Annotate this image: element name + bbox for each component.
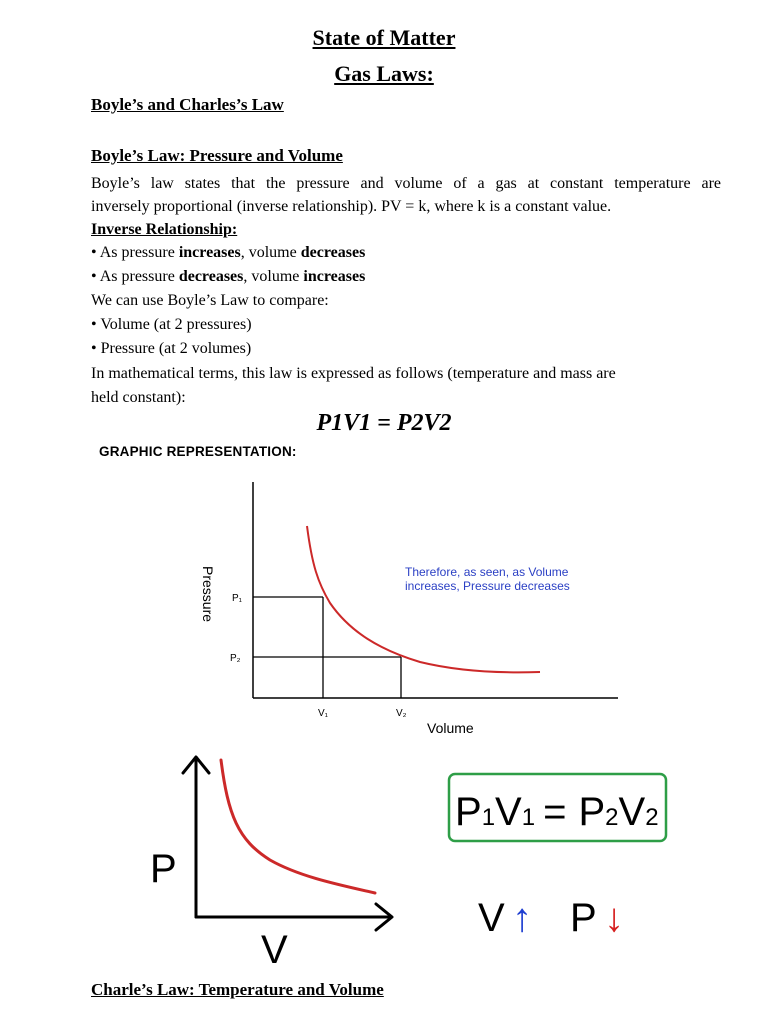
p1-label: P₁ bbox=[232, 593, 243, 604]
bullet1-text-c: , volume bbox=[240, 244, 301, 261]
compare-item-pressure: • Pressure (at 2 volumes) bbox=[91, 340, 252, 357]
v2-label: V₂ bbox=[396, 708, 407, 719]
up-arrow-icon: ↑ bbox=[512, 896, 532, 940]
boyle-equation: P1V1 = P2V2 bbox=[316, 410, 452, 436]
math-line1: In mathematical terms, this law is expressed as follows (temperature and mass are bbox=[91, 365, 616, 382]
charles-heading: Charle’s Law: Temperature and Volume bbox=[91, 980, 384, 999]
para1-line1: Boyle’s law states that the pressure and volume of a gas at constant temperature are bbox=[91, 175, 721, 192]
compare-intro: We can use Boyle’s Law to compare: bbox=[91, 292, 329, 309]
graphic-representation-label: GRAPHIC REPRESENTATION: bbox=[99, 444, 297, 459]
bullet1-keyword-increases: increases bbox=[178, 244, 241, 261]
inverse-heading: Inverse Relationship: bbox=[91, 221, 238, 238]
down-arrow-icon: ↓ bbox=[604, 896, 624, 940]
x-axis-label: Volume bbox=[427, 720, 474, 736]
annotation-line2: increases, Pressure decreases bbox=[405, 579, 570, 593]
bullet2-text-c: , volume bbox=[243, 268, 304, 285]
annotation-line1: Therefore, as seen, as Volume bbox=[405, 565, 569, 579]
relation-v-symbol: V bbox=[478, 896, 505, 940]
bullet2-text-a: • As pressure bbox=[91, 268, 179, 285]
v1-label: V₁ bbox=[318, 708, 329, 719]
sketch-p-label: P bbox=[150, 847, 177, 891]
boyle-graph bbox=[190, 470, 630, 745]
sketch-curve bbox=[221, 760, 375, 893]
formula-text: P1V1 = P2V2 bbox=[455, 790, 659, 834]
pv-sketch bbox=[140, 745, 700, 975]
boyle-heading: Boyle’s Law: Pressure and Volume bbox=[91, 146, 343, 165]
boyle-curve bbox=[307, 526, 540, 672]
sketch-v-label: V bbox=[261, 928, 288, 972]
bullet2-keyword-increases: increases bbox=[303, 268, 366, 285]
p2-label: P₂ bbox=[230, 653, 241, 664]
compare-item-volume: • Volume (at 2 pressures) bbox=[91, 316, 252, 333]
document-title: State of Matter bbox=[312, 25, 456, 50]
relation-p-symbol: P bbox=[570, 896, 597, 940]
bullet1-text-a: • As pressure bbox=[91, 244, 179, 261]
bullet-decrease bbox=[91, 265, 721, 288]
bullet2-keyword-decreases: decreases bbox=[178, 268, 244, 285]
bullet1-keyword-decreases: decreases bbox=[300, 244, 366, 261]
section-heading: Boyle’s and Charles’s Law bbox=[91, 95, 284, 114]
math-line2: held constant): bbox=[91, 389, 186, 406]
y-axis-label: Pressure bbox=[200, 566, 216, 623]
document-subtitle: Gas Laws: bbox=[334, 61, 434, 86]
para1-line2: inversely proportional (inverse relationship). PV = k, where k is a constant value. bbox=[91, 198, 612, 215]
bullet-increase bbox=[91, 241, 721, 264]
